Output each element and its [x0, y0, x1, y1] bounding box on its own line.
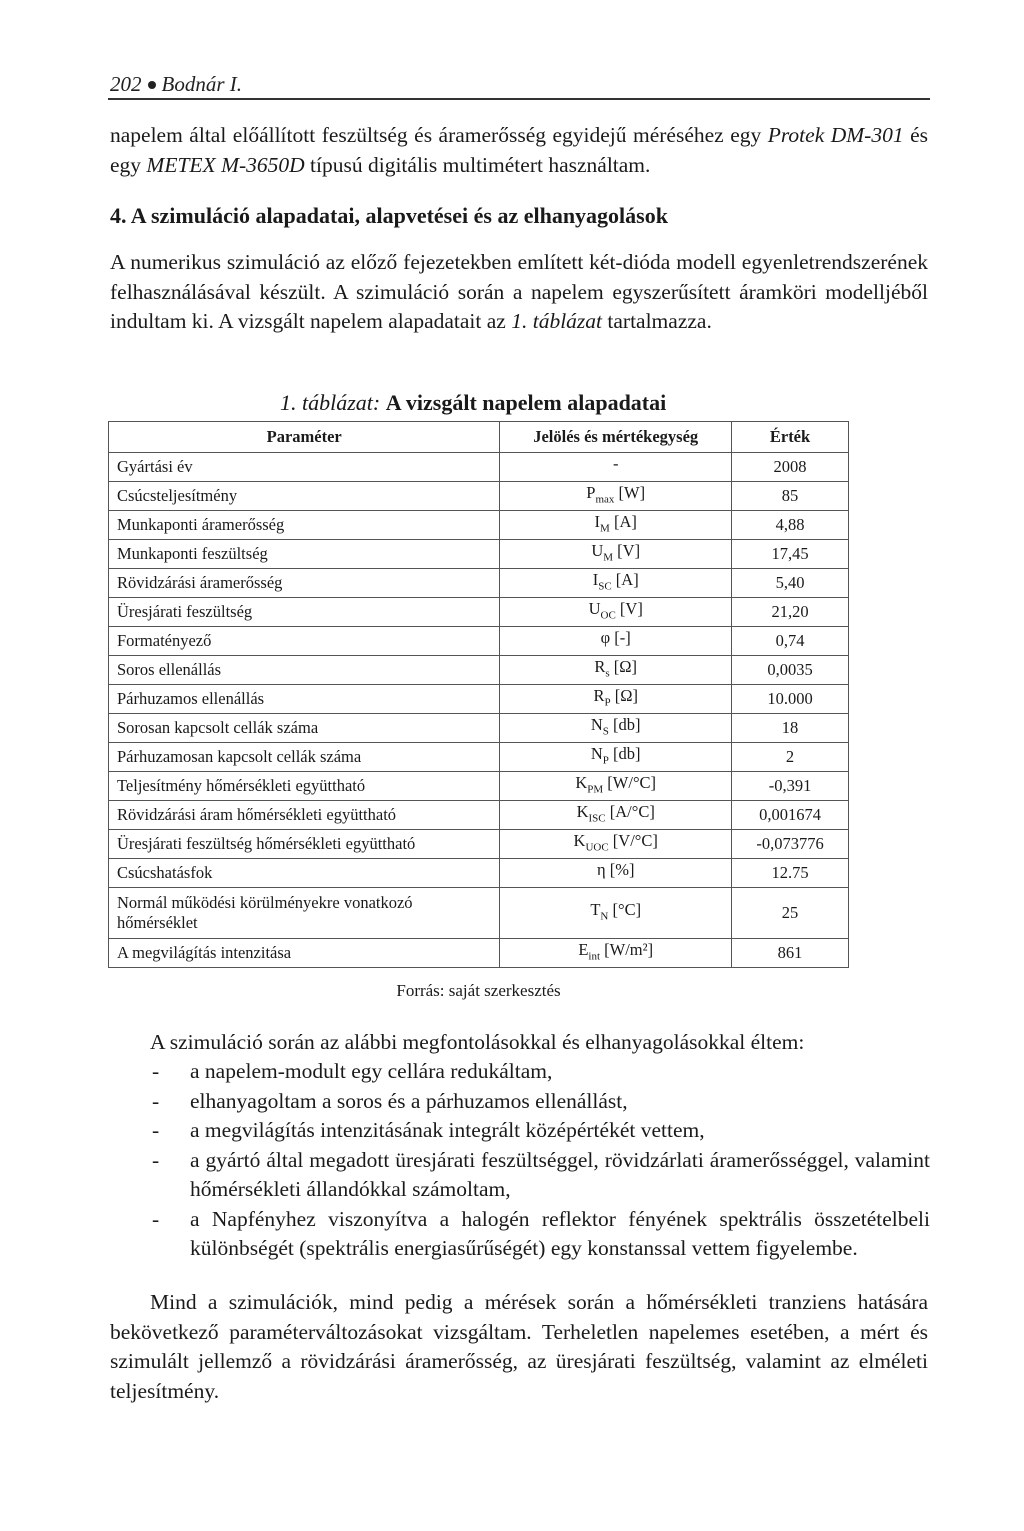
assumptions-list: [110, 1057, 930, 1264]
param-symbol: [500, 569, 732, 598]
param-symbol: [500, 685, 732, 714]
symbol-subscript: PM: [587, 783, 604, 796]
symbol-subscript: S: [602, 725, 609, 738]
list-item: [110, 1087, 930, 1117]
symbol-unit: [V]: [613, 540, 641, 560]
closing-text: Mind a szimulációk, mind pedig a mérések során a hőmérsékleti tranziens hatására bekövetkező paraméterváltozásokat vizsgáltam. Terheletlen napelemes esetében, a mért és szimulált jellemző a rövidzárási áramerősség, az üresjárati feszültség, valamint az elméleti teljesítmény.: [110, 1290, 928, 1403]
table-row: [109, 627, 849, 656]
symbol-subscript: SC: [598, 580, 612, 593]
symbol-unit: [A]: [611, 569, 639, 589]
symbol-unit: [Ω]: [609, 656, 638, 676]
table-row: [109, 939, 849, 968]
symbol-unit: [%]: [605, 859, 635, 879]
param-value: 5,40: [732, 569, 849, 598]
intro-text: és egy: [110, 123, 928, 177]
param-symbol: [500, 888, 732, 939]
param-value: 4,88: [732, 511, 849, 540]
param-symbol: [500, 511, 732, 540]
list-item-text: a gyártó által megadott üresjárati feszültséggel, rövidzárlati áramerősséggel, valamint hőmérsékleti állandókkal számoltam,: [190, 1147, 930, 1201]
table-row: [109, 656, 849, 685]
param-name: Üresjárati feszültség: [109, 598, 500, 627]
param-value: 25: [732, 888, 849, 939]
param-symbol: [500, 801, 732, 830]
param-name: Munkaponti feszültség: [109, 540, 500, 569]
symbol-subscript: P: [604, 696, 611, 709]
symbol-subscript: int: [588, 950, 601, 963]
list-item: [110, 1116, 930, 1146]
closing-paragraph: [110, 1288, 928, 1406]
symbol-subscript: N: [600, 910, 609, 923]
symbol-unit: [°C]: [608, 899, 642, 919]
list-item: [110, 1057, 930, 1087]
dash-bullet-icon: -: [152, 1088, 160, 1113]
param-name: Teljesítmény hőmérsékleti együttható: [109, 772, 500, 801]
table-row: [109, 772, 849, 801]
symbol-main: N: [590, 714, 603, 734]
symbol-main: η: [596, 859, 606, 879]
param-name: Normál működési körülményekre vonatkozó hőmérséklet: [109, 888, 500, 939]
symbol-subscript: OC: [600, 609, 616, 622]
device-name: Protek DM-301: [767, 123, 904, 147]
param-value: 17,45: [732, 540, 849, 569]
table-row: [109, 685, 849, 714]
symbol-main: I: [592, 569, 599, 589]
section-text: tartalmazza.: [602, 309, 712, 333]
symbol-subscript: UOC: [585, 841, 609, 854]
page-number: 202: [110, 72, 142, 96]
symbol-subscript: M: [600, 522, 610, 535]
symbol-main: P: [586, 482, 596, 502]
param-name: Gyártási év: [109, 453, 500, 482]
symbol-unit: [-]: [610, 627, 631, 647]
param-symbol: [500, 453, 732, 482]
table-row: [109, 482, 849, 511]
table-caption-title: A vizsgált napelem alapadatai: [385, 390, 667, 415]
assumptions-intro: A szimuláció során az alábbi megfontolásokkal és elhanyagolásokkal éltem:: [150, 1030, 805, 1054]
param-name: A megvilágítás intenzitása: [109, 939, 500, 968]
param-value: -0,391: [732, 772, 849, 801]
param-name: Rövidzárási áramerősség: [109, 569, 500, 598]
table-row: [109, 743, 849, 772]
list-item-text: elhanyagoltam a soros és a párhuzamos ellenállást,: [190, 1088, 628, 1113]
symbol-main: E: [578, 939, 589, 959]
symbol-main: U: [591, 540, 604, 560]
symbol-unit: [Ω]: [610, 685, 638, 705]
param-symbol: [500, 627, 732, 656]
symbol-unit: [W/m²]: [600, 939, 654, 959]
param-name: Formatényező: [109, 627, 500, 656]
section-paragraph: [110, 248, 928, 337]
param-symbol: [500, 859, 732, 888]
param-value: 18: [732, 714, 849, 743]
symbol-unit: [A]: [609, 511, 637, 531]
param-value: 10.000: [732, 685, 849, 714]
param-value: -0,073776: [732, 830, 849, 859]
param-value: 21,20: [732, 598, 849, 627]
param-name: Csúcsteljesítmény: [109, 482, 500, 511]
intro-paragraph: [110, 121, 928, 180]
symbol-main: N: [590, 743, 603, 763]
param-symbol: [500, 939, 732, 968]
param-name: Üresjárati feszültség hőmérsékleti együttható: [109, 830, 500, 859]
symbol-unit: [V/°C]: [608, 830, 658, 850]
symbol-main: K: [575, 772, 588, 792]
table-row: [109, 569, 849, 598]
intro-text: napelem által előállított feszültség és áramerősség egyidejű méréséhez egy: [110, 123, 768, 147]
symbol-subscript: ISC: [588, 812, 606, 825]
table-caption-label: 1. táblázat:: [280, 390, 381, 415]
column-header: Paraméter: [109, 422, 500, 453]
param-value: 0,001674: [732, 801, 849, 830]
table-row: [109, 888, 849, 939]
table-row: [109, 859, 849, 888]
symbol-main: U: [588, 598, 601, 618]
list-item-text: a Napfényhez viszonyítva a halogén reflektor fényének spektrális összetételbeli különbségét (spektrális energiasűrűségét) egy konstanssal vettem figyelembe.: [190, 1206, 930, 1260]
param-symbol: [500, 540, 732, 569]
table-body: [109, 453, 849, 968]
symbol-unit: [W/°C]: [603, 772, 657, 792]
symbol-main: φ: [600, 627, 611, 647]
param-name: Munkaponti áramerősség: [109, 511, 500, 540]
symbol-subscript: M: [603, 551, 614, 564]
list-item: [110, 1146, 930, 1205]
param-value: 0,74: [732, 627, 849, 656]
param-name: Sorosan kapcsolt cellák száma: [109, 714, 500, 743]
param-name: Soros ellenállás: [109, 656, 500, 685]
symbol-unit: [A/°C]: [605, 801, 655, 821]
symbol-main: K: [576, 801, 589, 821]
param-value: 861: [732, 939, 849, 968]
symbol-main: T: [590, 899, 601, 919]
param-symbol: [500, 772, 732, 801]
dash-bullet-icon: -: [152, 1206, 160, 1231]
symbol-unit: [W]: [614, 482, 646, 502]
section-title: 4. A szimuláció alapadatai, alapvetései és az elhanyagolások: [110, 203, 668, 228]
param-name: Csúcshatásfok: [109, 859, 500, 888]
param-symbol: [500, 656, 732, 685]
section-text: A numerikus szimuláció az előző fejezetekben említett két-dióda modell egyenletrendszerének felhasználásával készült. A szimuláció során a napelem egyszerűsített áramköri modelljéből indultam ki. A vizsgált napelem alapadatait az: [110, 250, 928, 333]
table-row: [109, 453, 849, 482]
symbol-main: R: [594, 656, 606, 676]
list-item: [110, 1205, 930, 1264]
symbol-unit: [db]: [608, 714, 641, 734]
symbol-unit: [db]: [608, 743, 641, 763]
list-item-text: a napelem-modult egy cellára redukáltam,: [190, 1059, 553, 1083]
symbol-main: -: [612, 453, 619, 473]
param-symbol: [500, 743, 732, 772]
dash-bullet-icon: -: [152, 1059, 160, 1083]
param-name: Párhuzamosan kapcsolt cellák száma: [109, 743, 500, 772]
symbol-subscript: s: [605, 667, 610, 680]
param-name: Rövidzárási áram hőmérsékleti együttható: [109, 801, 500, 830]
param-name: Párhuzamos ellenállás: [109, 685, 500, 714]
symbol-subscript: P: [602, 754, 609, 767]
dash-bullet-icon: -: [152, 1147, 160, 1172]
param-value: 2: [732, 743, 849, 772]
table-row: [109, 540, 849, 569]
param-symbol: [500, 714, 732, 743]
table-row: [109, 830, 849, 859]
list-item-text: a megvilágítás intenzitásának integrált középértékét vettem,: [190, 1118, 705, 1142]
device-name: METEX M-3650D: [146, 152, 305, 177]
dash-bullet-icon: -: [152, 1118, 160, 1142]
table-header-row: [109, 422, 849, 453]
param-symbol: [500, 830, 732, 859]
symbol-unit: [V]: [615, 598, 643, 618]
symbol-main: K: [573, 830, 586, 850]
param-value: 0,0035: [732, 656, 849, 685]
param-symbol: [500, 482, 732, 511]
table-row: [109, 511, 849, 540]
param-symbol: [500, 598, 732, 627]
parameter-table: [108, 421, 849, 968]
table-caption: [280, 390, 840, 416]
header-rule: [108, 98, 930, 100]
intro-text: típusú digitális multimétert használtam.: [304, 152, 651, 177]
table-source: Forrás: saját szerkesztés: [396, 981, 561, 1000]
table-row: [109, 714, 849, 743]
table-row: [109, 598, 849, 627]
table-reference: 1. táblázat: [511, 309, 603, 333]
param-value: 2008: [732, 453, 849, 482]
column-header: Jelölés és mértékegység: [500, 422, 732, 453]
param-value: 85: [732, 482, 849, 511]
symbol-main: I: [594, 511, 601, 531]
table-row: [109, 801, 849, 830]
symbol-main: R: [593, 685, 605, 705]
symbol-subscript: max: [595, 493, 615, 506]
running-author: Bodnár I.: [161, 72, 242, 96]
bullet-dot-icon: [148, 81, 156, 89]
running-header: [110, 72, 242, 97]
column-header: Érték: [732, 422, 849, 453]
param-value: 12.75: [732, 859, 849, 888]
